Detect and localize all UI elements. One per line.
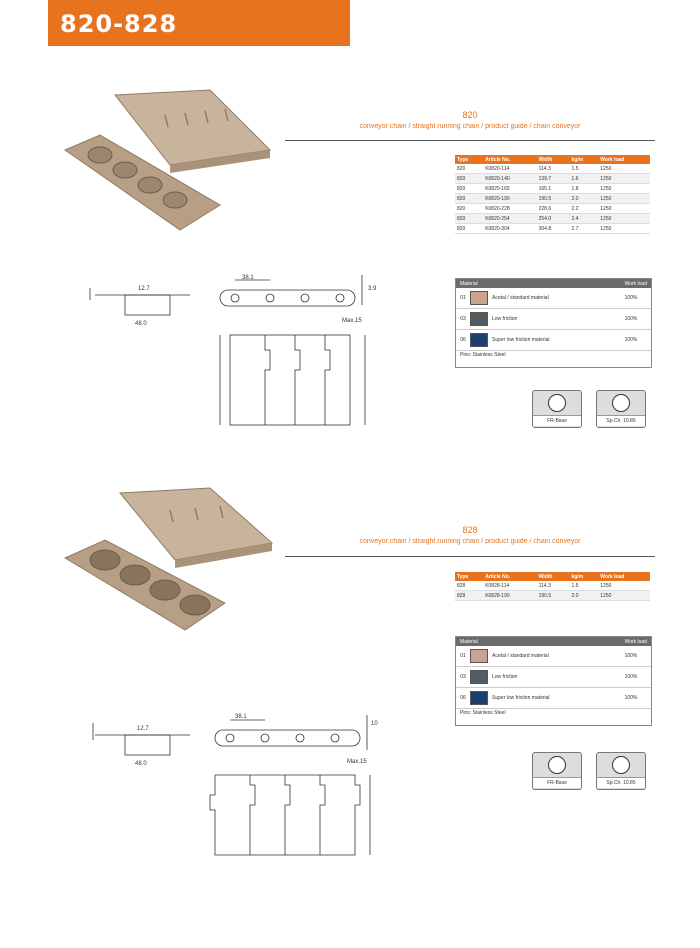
mat-header-material: Material: [460, 638, 478, 645]
table-cell: 1250: [598, 204, 650, 214]
section-subtitle: conveyor chain / straight running chain / product guide / chain conveyor: [359, 123, 581, 130]
table-cell: 2.7: [569, 224, 598, 234]
material-row: [456, 330, 651, 351]
material-load: 100%: [624, 295, 638, 301]
material-code: 03: [460, 674, 466, 680]
table-row: [455, 214, 650, 224]
cert-icon: [612, 756, 630, 774]
mat-header-material: Material: [460, 280, 478, 287]
table-cell: 1250: [598, 174, 650, 184]
col-header: kg/m: [569, 572, 598, 581]
dim-thickness: 10: [371, 721, 378, 727]
material-swatch: [470, 670, 488, 684]
material-name: Low friction: [492, 674, 518, 680]
col-header: Type: [455, 572, 483, 581]
dim-height: Max.15: [342, 318, 362, 324]
spec-table: [455, 572, 650, 601]
badge-fr-base: [532, 752, 582, 790]
table-cell: 1250: [598, 194, 650, 204]
table-cell: 2.2: [569, 204, 598, 214]
table-cell: K0828-190: [483, 591, 536, 601]
table-cell: 820: [455, 174, 483, 184]
table-cell: 1250: [598, 184, 650, 194]
table-row: [455, 591, 650, 601]
table-cell: K0820-140: [483, 174, 536, 184]
section-subtitle: conveyor chain / straight running chain / product guide / chain conveyor: [359, 538, 581, 545]
material-swatch: [470, 691, 488, 705]
material-swatch: [470, 333, 488, 347]
dim-inner: 12.7: [137, 726, 149, 732]
table-cell: 139.7: [537, 174, 570, 184]
section-code: 820: [462, 110, 478, 120]
table-cell: K0828-114: [483, 581, 536, 591]
dim-pitch: 38.1: [235, 714, 247, 720]
table-cell: 2.0: [569, 591, 598, 601]
chain-product-image: [60, 75, 275, 240]
mat-header-load: Work load: [624, 280, 647, 287]
table-cell: K0820-190: [483, 194, 536, 204]
col-header: Article No.: [483, 572, 536, 581]
material-code: 06: [460, 695, 466, 701]
material-load: 100%: [624, 337, 638, 343]
cert-icon: [612, 394, 630, 412]
col-header: Work load: [598, 572, 650, 581]
table-cell: 254.0: [537, 214, 570, 224]
material-swatch: [470, 649, 488, 663]
dim-thickness: 3.9: [368, 286, 377, 292]
table-cell: 114.3: [537, 164, 570, 174]
badge-spch: [596, 390, 646, 428]
material-name: Acetal / standard material: [492, 653, 549, 659]
table-cell: 190.5: [537, 194, 570, 204]
material-swatch: [470, 291, 488, 305]
dim-width: 48.0: [135, 321, 147, 327]
page-title: 820-828: [60, 10, 178, 38]
table-cell: K0820-165: [483, 184, 536, 194]
material-name: Super low friction material: [492, 695, 550, 701]
table-row: [455, 194, 650, 204]
col-header: Width: [537, 572, 570, 581]
material-row: [456, 667, 651, 688]
badge-label: Sp.Ch. 10.85: [597, 415, 645, 426]
mat-header-load: Work load: [624, 638, 647, 645]
table-cell: K0820-254: [483, 214, 536, 224]
table-cell: K0820-228: [483, 204, 536, 214]
table-cell: 1250: [598, 214, 650, 224]
cert-icon: [548, 394, 566, 412]
dim-pitch: 38.1: [242, 275, 254, 281]
col-header: Width: [537, 155, 570, 164]
material-code: 01: [460, 295, 466, 301]
table-cell: 1250: [598, 591, 650, 601]
technical-drawing: [80, 270, 380, 435]
divider-line: [285, 140, 655, 141]
technical-drawing: [85, 705, 385, 865]
table-cell: 820: [455, 194, 483, 204]
badge-fr-base: [532, 390, 582, 428]
material-name: Low friction: [492, 316, 518, 322]
table-cell: 165.1: [537, 184, 570, 194]
chain-product-image: [60, 478, 275, 643]
table-cell: 820: [455, 214, 483, 224]
dim-width: 48.0: [135, 761, 147, 767]
table-row: [455, 184, 650, 194]
spec-table: [455, 155, 650, 234]
section-code: 828: [462, 525, 478, 535]
material-load: 100%: [624, 674, 638, 680]
materials-table: [455, 278, 652, 368]
table-cell: 1.5: [569, 164, 598, 174]
badge-label: Sp.Ch. 10.85: [597, 777, 645, 788]
table-cell: 1250: [598, 224, 650, 234]
table-cell: 228.6: [537, 204, 570, 214]
table-cell: K0820-114: [483, 164, 536, 174]
dim-height: Max.15: [347, 759, 367, 765]
table-cell: 114.3: [537, 581, 570, 591]
material-load: 100%: [624, 653, 638, 659]
table-cell: 820: [455, 204, 483, 214]
table-row: [455, 164, 650, 174]
material-row: [456, 309, 651, 330]
material-row: [456, 288, 651, 309]
page-header-banner: [48, 0, 350, 46]
table-cell: 820: [455, 184, 483, 194]
materials-table: [455, 636, 652, 726]
material-swatch: [470, 312, 488, 326]
material-code: 06: [460, 337, 466, 343]
table-cell: 1.5: [569, 581, 598, 591]
table-cell: 2.4: [569, 214, 598, 224]
table-cell: 190.5: [537, 591, 570, 601]
materials-note: Pins: Stainless Steel: [460, 352, 506, 358]
table-cell: 828: [455, 591, 483, 601]
table-cell: 820: [455, 164, 483, 174]
table-cell: 304.8: [537, 224, 570, 234]
table-cell: 828: [455, 581, 483, 591]
material-row: [456, 646, 651, 667]
materials-note: Pins: Stainless Steel: [460, 710, 506, 716]
material-name: Super low friction material: [492, 337, 550, 343]
material-code: 01: [460, 653, 466, 659]
table-cell: K0820-304: [483, 224, 536, 234]
table-row: [455, 224, 650, 234]
table-row: [455, 174, 650, 184]
badge-spch: [596, 752, 646, 790]
badge-label: FR-Base: [533, 415, 581, 426]
dim-inner: 12.7: [138, 286, 150, 292]
material-load: 100%: [624, 316, 638, 322]
col-header: Article No.: [483, 155, 536, 164]
cert-icon: [548, 756, 566, 774]
divider-line: [285, 556, 655, 557]
table-cell: 2.0: [569, 194, 598, 204]
table-cell: 1.6: [569, 174, 598, 184]
col-header: kg/m: [569, 155, 598, 164]
table-cell: 1250: [598, 164, 650, 174]
col-header: Work load: [598, 155, 650, 164]
material-load: 100%: [624, 695, 638, 701]
col-header: Type: [455, 155, 483, 164]
table-row: [455, 204, 650, 214]
material-name: Acetal / standard material: [492, 295, 549, 301]
table-row: [455, 581, 650, 591]
table-cell: 1250: [598, 581, 650, 591]
table-cell: 1.8: [569, 184, 598, 194]
table-cell: 820: [455, 224, 483, 234]
material-row: [456, 688, 651, 709]
badge-label: FR-Base: [533, 777, 581, 788]
material-code: 03: [460, 316, 466, 322]
